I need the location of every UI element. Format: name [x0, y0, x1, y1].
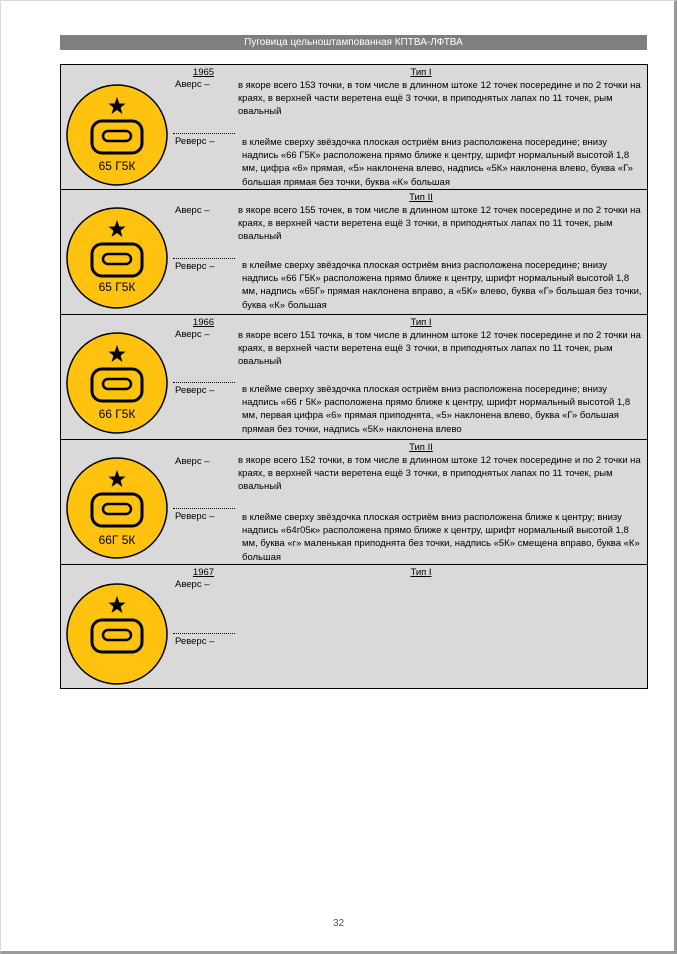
- type-label: Тип II: [409, 192, 433, 203]
- reverse-label: Реверс –: [175, 385, 215, 396]
- type-label: Тип II: [409, 442, 433, 453]
- reverse-description: в клейме сверху звёздочка плоская остриём вниз расположена посередине; внизу надпись «66 Г5К» расположена прямо ближе к центру, шрифт нормальный высотой 1,8 мм, цифра «6» прямая, «5» наклонена влево, надпись «5К» наклонена влево, буква «Г» большая прямая без точки, буква «К» большая: [242, 137, 633, 188]
- page-title: Пуговица цельноштампованная КПТВА-ЛФТВА: [244, 37, 463, 48]
- reverse-description: в клейме сверху звёздочка плоская остриём вниз расположена посередине; внизу надпись «66 Г5К» расположена прямо ближе к центру, шрифт нормальный высотой 1,8 мм, надпись «65Г» прямая наклонена вправо, а «5К» влево, буква «Г» большая без точки, буква «К» большая: [242, 260, 642, 311]
- reverse-description: в клейме сверху звёздочка плоская остриём вниз расположена посередине; внизу надпись «66 г 5К» расположена прямо ближе к центру, шрифт нормальный высотой 1,8 мм, первая цифра «6» прямая приподнята, «5» наклонена влево, буква «Г» большая прямая без точки, надпись «5К» наклонена влево: [242, 384, 631, 435]
- year-label: 1965: [192, 67, 215, 78]
- coin-inscription: 66Г 5К: [98, 533, 136, 547]
- obverse-label: Аверс –: [175, 79, 210, 90]
- reverse-label: Реверс –: [175, 136, 215, 147]
- type-label: Тип I: [410, 567, 432, 578]
- obverse-label: Аверс –: [175, 205, 210, 216]
- coin-inscription: 65 Г5К: [98, 280, 136, 294]
- coin-inscription: 65 Г5К: [98, 159, 136, 173]
- table-row: [61, 315, 647, 440]
- reverse-label: Реверс –: [175, 261, 215, 272]
- year-label: 1967: [192, 567, 215, 578]
- coin-inscription: 66 Г5К: [98, 407, 136, 421]
- obverse-description: в якоре всего 152 точки, в том числе в длинном штоке 12 точек посередине и по 2 точки на краях, в верхней части веретена ещё 3 точки, в приподнятых лапах по 11 точек, рым овальный: [238, 455, 641, 493]
- dotted-separator: [173, 382, 235, 383]
- table-row: [61, 565, 647, 689]
- dotted-separator: [173, 258, 235, 259]
- table-row: [61, 440, 647, 565]
- obverse-label: Аверс –: [175, 579, 210, 590]
- button-coin-image: [65, 206, 169, 310]
- year-label: 1966: [192, 317, 215, 328]
- buttons-table: [60, 64, 648, 689]
- obverse-description: в якоре всего 155 точек, в том числе в длинном штоке 12 точек посередине и по 2 точки на краях, в верхней части веретена ещё 3 точки, в приподнятых лапах по 11 точек, рым овальный: [238, 205, 641, 243]
- button-coin-image: [65, 582, 169, 686]
- dotted-separator: [173, 508, 235, 509]
- button-coin-image: [65, 331, 169, 435]
- table-row: [61, 190, 647, 315]
- reverse-description: в клейме сверху звёздочка плоская остриём вниз расположена ближе к центру; внизу надпись «64г05к» расположена прямо ближе к центру, шрифт нормальный высотой 1,8 мм, буква «г» маленькая приподнята без точки, надпись «5К» смещена вправо, буква «К» большая: [242, 512, 640, 563]
- obverse-label: Аверс –: [175, 329, 210, 340]
- reverse-label: Реверс –: [175, 636, 215, 647]
- button-coin-image: [65, 83, 169, 187]
- dotted-separator: [173, 633, 235, 634]
- table-row: [61, 65, 647, 190]
- button-coin-image: [65, 456, 169, 560]
- page-header: [60, 35, 647, 50]
- page-number: 32: [332, 918, 345, 929]
- obverse-label: Аверс –: [175, 456, 210, 467]
- type-label: Тип I: [410, 317, 432, 328]
- dotted-separator: [173, 133, 235, 134]
- type-label: Тип I: [410, 67, 432, 78]
- reverse-label: Реверс –: [175, 511, 215, 522]
- obverse-description: в якоре всего 153 точки, в том числе в длинном штоке 12 точек посередине и по 2 точки на краях, в верхней части веретена ещё 3 точки, в приподнятых лапах по 11 точек, рым овальный: [238, 80, 641, 118]
- obverse-description: в якоре всего 151 точка, в том числе в длинном штоке 12 точек посередине и по 2 точки на краях, в верхней части веретена ещё 3 точки, в приподнятых лапах по 11 точек, рым овальный: [238, 330, 641, 368]
